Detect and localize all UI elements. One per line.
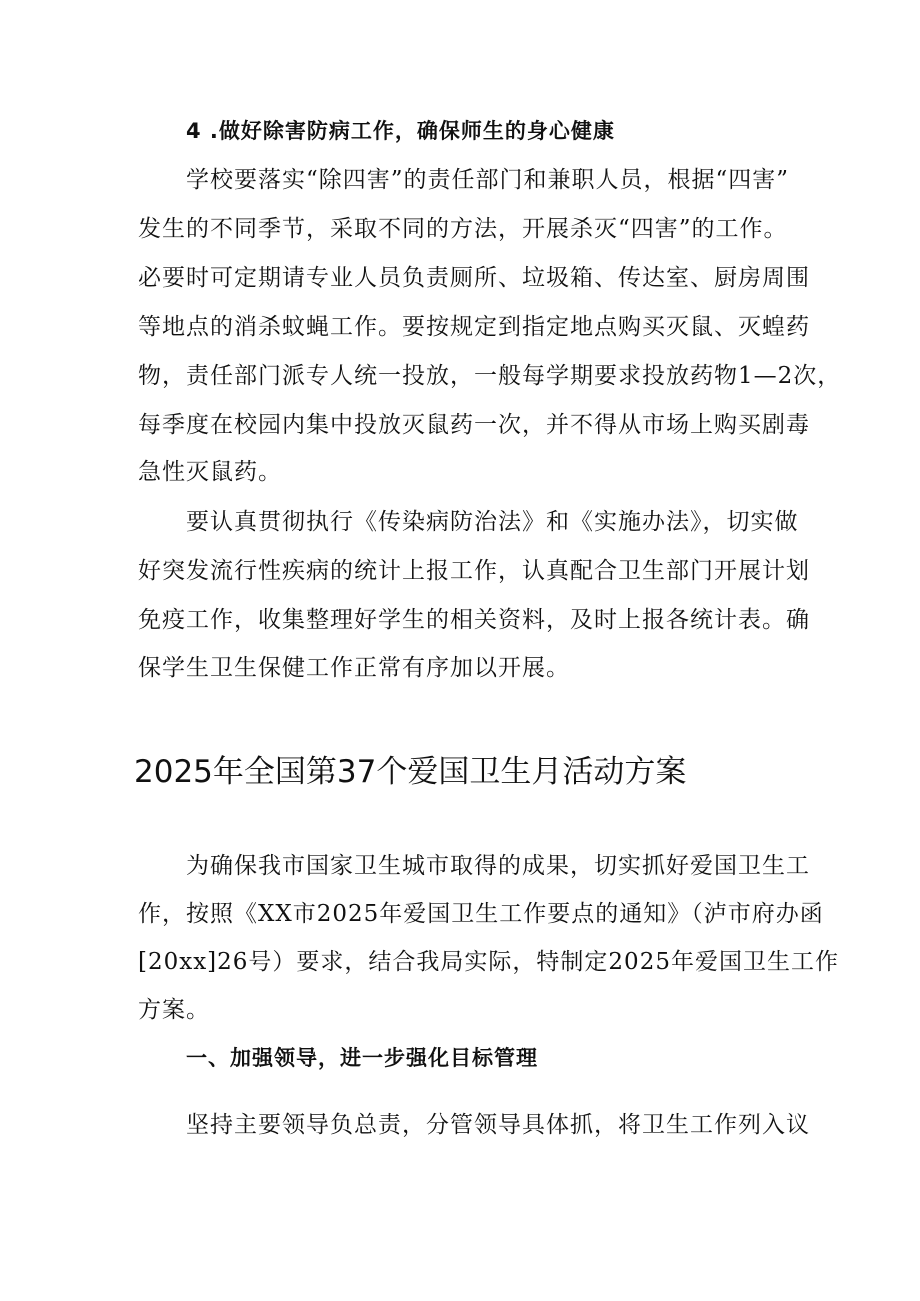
section-heading-4: 4 .做好除害防病工作，确保师生的身心健康 (186, 119, 615, 143)
paragraph-line: 等地点的消杀蚊蝇工作。要按规定到指定地点购买灭鼠、灭蝗药 (138, 314, 810, 340)
paragraph-line: 急性灭鼠药。 (138, 459, 282, 485)
paragraph-line: 作，按照《XX市2025年爱国卫生工作要点的通知》（泸市府办函 (138, 901, 824, 927)
paragraph-line: 物，责任部门派专人统一投放，一般每学期要求投放药物1—2次， (138, 363, 842, 389)
paragraph-line: 要认真贯彻执行《传染病防治法》和《实施办法》，切实做 (186, 509, 799, 535)
paragraph-line: 好突发流行性疾病的统计上报工作，认真配合卫生部门开展计划 (138, 558, 810, 584)
paragraph-line: 坚持主要领导负总责，分管领导具体抓，将卫生工作列入议 (186, 1112, 810, 1138)
paragraph-line: 学校要落实“除四害”的责任部门和兼职人员，根据“四害” (186, 167, 790, 193)
paragraph-line: 保学生卫生保健工作正常有序加以开展。 (138, 655, 570, 681)
paragraph-line: 发生的不同季节，采取不同的方法，开展杀灭“四害”的工作。 (138, 216, 788, 242)
paragraph-line: [20xx]26号）要求，结合我局实际，特制定2025年爱国卫生工作 (138, 949, 839, 975)
paragraph-line: 每季度在校园内集中投放灭鼠药一次，并不得从市场上购买剧毒 (138, 412, 810, 438)
document-title: 2025年全国第37个爱国卫生月活动方案 (134, 754, 687, 790)
paragraph-line: 必要时可定期请专业人员负责厕所、垃圾箱、传达室、厨房周围 (138, 265, 810, 291)
section-heading-1: 一、加强领导，进一步强化目标管理 (186, 1046, 538, 1070)
paragraph-line: 方案。 (138, 997, 210, 1023)
paragraph-line: 免疫工作，收集整理好学生的相关资料，及时上报各统计表。确 (138, 607, 810, 633)
paragraph-line: 为确保我市国家卫生城市取得的成果，切实抓好爱国卫生工 (186, 853, 810, 879)
